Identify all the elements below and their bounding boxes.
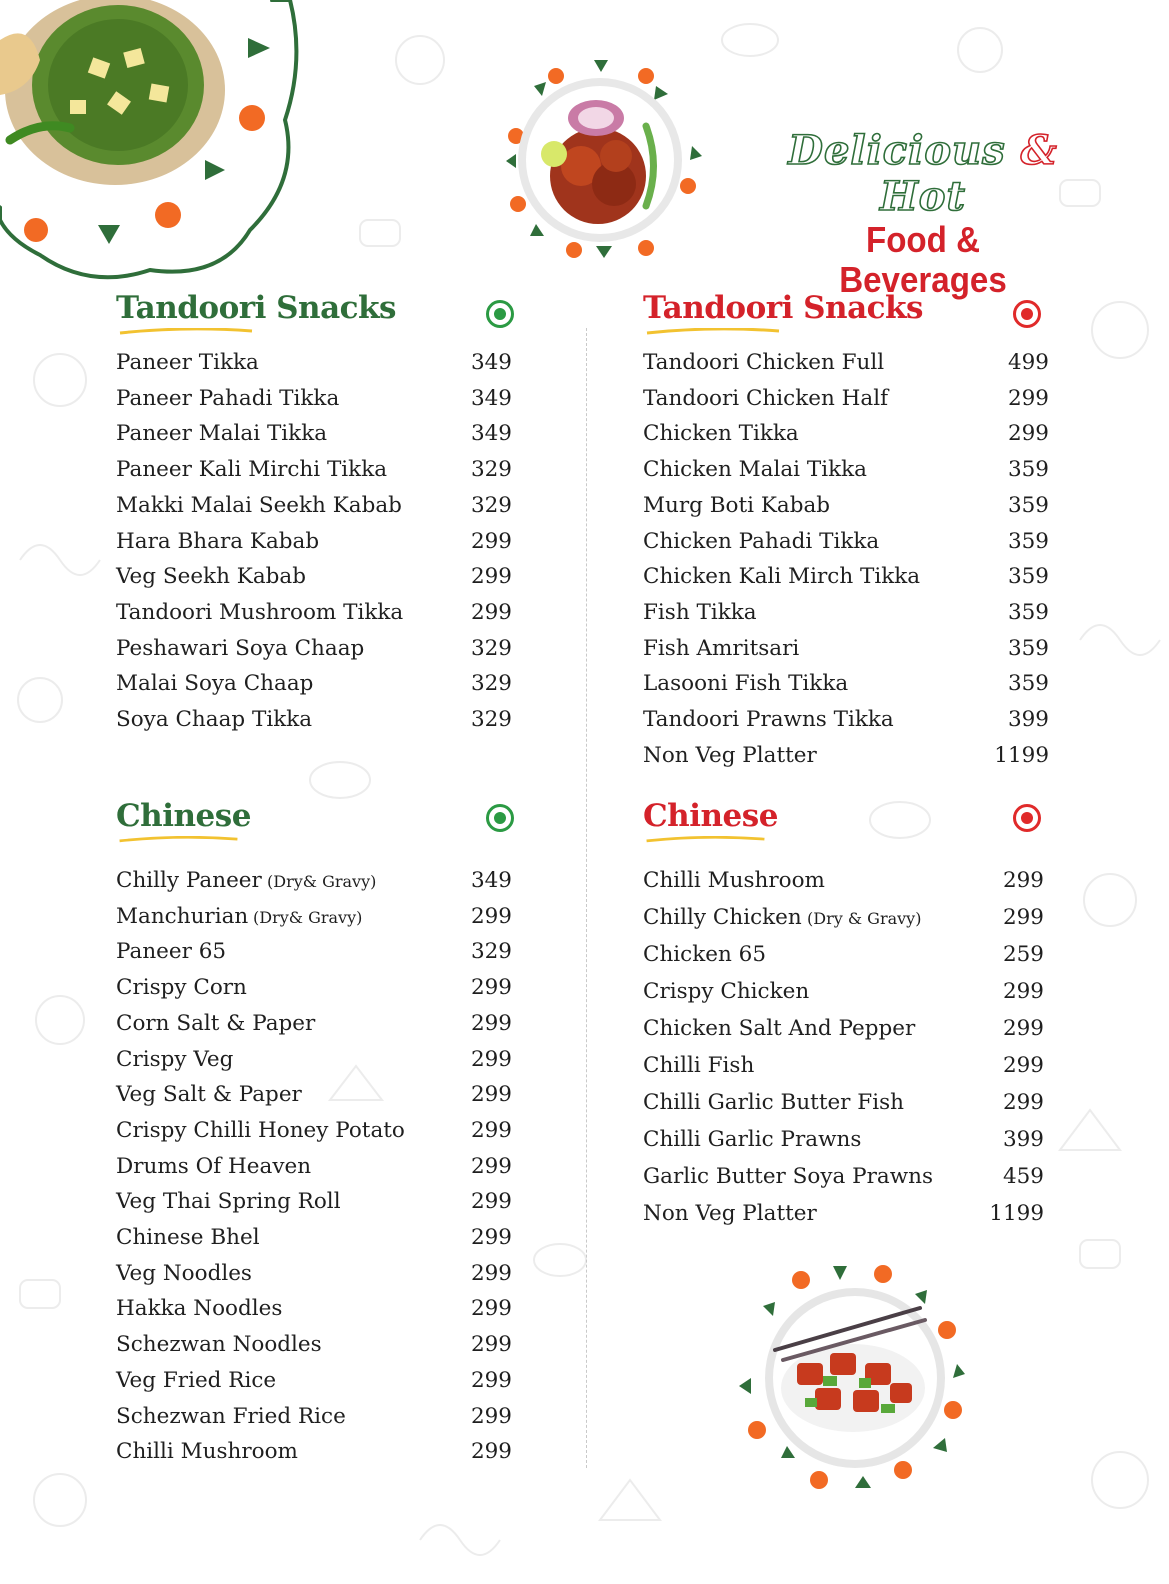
- menu-item-name: Paneer Kali Mirchi Tikka: [116, 457, 388, 483]
- menu-item: [116, 1332, 516, 1368]
- menu-item-price: 299: [470, 1403, 512, 1429]
- palak-paneer-dish-image: [0, 0, 310, 285]
- menu-item: [116, 636, 516, 672]
- menu-item-name: Chicken Salt And Pepper: [643, 1016, 916, 1041]
- brand-title: Food & Beverages: [839, 219, 1007, 300]
- menu-list: [643, 868, 1043, 1238]
- menu-item-name: Veg Fried Rice: [116, 1367, 277, 1393]
- menu-item-price: 299: [470, 1010, 512, 1036]
- menu-item: [643, 457, 1049, 493]
- menu-item-price: 299: [470, 564, 512, 590]
- title-underline: [643, 836, 768, 844]
- menu-item-name: Chicken Tikka: [643, 421, 799, 447]
- menu-item: [116, 564, 516, 600]
- menu-item-name: Paneer Tikka: [116, 350, 259, 375]
- chilli-paneer-dish-image: [735, 1258, 970, 1493]
- menu-item-price: 329: [470, 671, 512, 697]
- section-header: [643, 288, 1043, 350]
- menu-item: [116, 868, 516, 904]
- menu-item: [643, 979, 1043, 1016]
- menu-item-price: 359: [1007, 635, 1049, 661]
- menu-item-note: (Dry& Gravy): [253, 907, 363, 927]
- menu-item: [643, 1201, 1043, 1238]
- menu-item-price: 299: [470, 1225, 512, 1250]
- menu-item-price: 359: [1007, 564, 1049, 590]
- menu-item-price: 329: [470, 939, 512, 965]
- menu-item-name: Chilly Chicken: [643, 905, 802, 930]
- menu-item: [116, 1118, 516, 1154]
- menu-item: [643, 564, 1049, 600]
- menu-item-price: 299: [470, 1260, 512, 1286]
- veg-icon: [486, 300, 514, 328]
- menu-item-name: Tandoori Chicken Half: [643, 385, 889, 411]
- section-nonveg-chinese: [643, 796, 1043, 1238]
- menu-item: [116, 1047, 516, 1083]
- menu-item-price: 459: [1002, 1164, 1044, 1189]
- menu-item-name: Paneer Pahadi Tikka: [116, 385, 340, 411]
- menu-item-note: (Dry& Gravy): [267, 872, 377, 891]
- section-title: Chinese: [643, 798, 778, 834]
- menu-item-price: 299: [1002, 1016, 1044, 1041]
- menu-item: [116, 707, 516, 743]
- menu-item: [643, 1127, 1043, 1164]
- menu-item-name: Veg Seekh Kabab: [116, 564, 306, 590]
- menu-item: [116, 1154, 516, 1190]
- menu-item-price: 299: [1002, 979, 1044, 1004]
- menu-item-name: Non Veg Platter: [643, 742, 817, 768]
- menu-item-name: Corn Salt & Paper: [116, 1010, 316, 1036]
- menu-item-price: 299: [1007, 421, 1049, 447]
- brand-script-line: [768, 128, 1078, 220]
- menu-item-price: 359: [1007, 457, 1049, 483]
- title-underline: [116, 836, 241, 844]
- menu-item: [116, 493, 516, 529]
- veg-icon: [486, 804, 514, 832]
- menu-item-price: 349: [470, 868, 512, 893]
- menu-item-name: Veg Noodles: [116, 1260, 252, 1286]
- menu-item-name: Crispy Corn: [116, 975, 247, 1001]
- menu-item: [116, 1082, 516, 1118]
- menu-item-price: 299: [470, 903, 512, 929]
- menu-item-name: Crispy Veg: [116, 1046, 234, 1072]
- non-veg-icon: [1013, 300, 1041, 328]
- brand-heading: [768, 128, 1078, 300]
- menu-item-price: 399: [1007, 707, 1049, 732]
- menu-item-price: 299: [470, 1367, 512, 1393]
- section-header: [643, 796, 1043, 868]
- title-underline: [643, 328, 783, 336]
- menu-item: [116, 1011, 516, 1047]
- menu-item-name: Crispy Chilli Honey Potato: [116, 1117, 405, 1143]
- menu-list: [643, 350, 1049, 778]
- menu-item-name: Tandoori Mushroom Tikka: [116, 599, 404, 625]
- menu-item: [643, 1090, 1043, 1127]
- non-veg-icon: [1013, 804, 1041, 832]
- menu-item-name: Paneer Malai Tikka: [116, 421, 328, 447]
- menu-item-price: 299: [470, 1332, 512, 1358]
- menu-item: [643, 421, 1049, 457]
- menu-item-price: 349: [470, 421, 512, 447]
- menu-item: [116, 529, 516, 565]
- menu-item-name: Chilli Garlic Prawns: [643, 1127, 862, 1152]
- menu-item-name: Drums Of Heaven: [116, 1153, 312, 1179]
- menu-item-name: Garlic Butter Soya Prawns: [643, 1164, 933, 1189]
- menu-item: [116, 671, 516, 707]
- menu-item: [116, 1225, 516, 1261]
- brand-ampersand: &: [1020, 127, 1058, 174]
- section-title: Tandoori Snacks: [116, 290, 396, 326]
- menu-list: [116, 868, 516, 1475]
- menu-item: [116, 1439, 516, 1475]
- menu-item-name: Chilli Mushroom: [116, 1439, 298, 1465]
- menu-item: [116, 350, 516, 386]
- menu-item-price: 299: [470, 1439, 512, 1465]
- menu-item-price: 299: [1002, 905, 1044, 930]
- menu-item-price: 299: [470, 1046, 512, 1072]
- menu-item: [643, 385, 1049, 422]
- menu-item-name: Malai Soya Chaap: [116, 671, 314, 697]
- section-nonveg-tandoori-snacks: [643, 288, 1049, 778]
- menu-item-name: Schezwan Fried Rice: [116, 1403, 346, 1429]
- menu-item-price: 259: [1002, 942, 1044, 967]
- menu-item: [643, 671, 1049, 707]
- menu-item-name: Murg Boti Kabab: [643, 492, 831, 518]
- menu-item: [643, 492, 1049, 529]
- menu-item-name: Veg Salt & Paper: [116, 1082, 302, 1108]
- menu-item-name: Lasooni Fish Tikka: [643, 671, 849, 697]
- menu-item: [643, 868, 1043, 905]
- menu-item-price: 299: [1002, 1053, 1044, 1078]
- section-header: [116, 796, 516, 868]
- menu-item-price: 359: [1007, 528, 1049, 554]
- menu-item-name: Chicken Malai Tikka: [643, 457, 867, 483]
- menu-item: [116, 975, 516, 1011]
- menu-item-name: Paneer 65: [116, 939, 227, 965]
- menu-item-price: 299: [1002, 1090, 1044, 1115]
- menu-item-price: 299: [470, 1117, 512, 1143]
- menu-item-price: 349: [470, 350, 512, 375]
- section-header: [116, 288, 516, 350]
- menu-item-price: 299: [470, 1082, 512, 1108]
- menu-item: [643, 1053, 1043, 1090]
- menu-item-name: Non Veg Platter: [643, 1201, 817, 1226]
- menu-item: [116, 421, 516, 457]
- menu-item: [116, 386, 516, 422]
- menu-item-price: 359: [1007, 671, 1049, 697]
- menu-item-price: 359: [1007, 599, 1049, 625]
- title-underline: [116, 328, 256, 336]
- menu-item-price: 299: [470, 1153, 512, 1179]
- menu-item-name: Soya Chaap Tikka: [116, 707, 313, 732]
- menu-item-name: Veg Thai Spring Roll: [116, 1189, 341, 1215]
- menu-item-name: Fish Amritsari: [643, 635, 800, 661]
- menu-item-price: 299: [1007, 385, 1049, 411]
- menu-item-price: 299: [1002, 868, 1044, 893]
- section-veg-chinese: [116, 796, 516, 1475]
- menu-item-name: Chilli Mushroom: [643, 868, 825, 893]
- menu-item-name: Tandoori Prawns Tikka: [643, 707, 894, 732]
- menu-item: [116, 457, 516, 493]
- menu-item-price: 359: [1007, 492, 1049, 518]
- menu-item-name: Schezwan Noodles: [116, 1332, 322, 1358]
- menu-item-price: 1199: [994, 742, 1049, 768]
- menu-item-price: 329: [470, 492, 512, 518]
- menu-item: [116, 600, 516, 636]
- menu-item: [643, 350, 1049, 386]
- menu-item: [116, 1296, 516, 1332]
- menu-item-price: 299: [470, 599, 512, 625]
- menu-item-name: Chilli Fish: [643, 1053, 755, 1078]
- menu-item-name: Chicken Kali Mirch Tikka: [643, 564, 921, 590]
- menu-item: [116, 1189, 516, 1225]
- menu-item: [643, 528, 1049, 565]
- section-title: Chinese: [116, 798, 251, 834]
- menu-item: [643, 905, 1043, 942]
- menu-item-price: 299: [470, 528, 512, 554]
- menu-item: [643, 1164, 1043, 1201]
- menu-item-price: 329: [470, 707, 512, 732]
- menu-item-price: 499: [1007, 350, 1049, 375]
- menu-item-name: Fish Tikka: [643, 599, 757, 625]
- menu-item-name: Tandoori Chicken Full: [643, 350, 885, 375]
- menu-item-price: 329: [470, 457, 512, 483]
- menu-item-price: 349: [470, 385, 512, 411]
- menu-item: [116, 939, 516, 975]
- menu-item-note: (Dry & Gravy): [807, 909, 922, 928]
- menu-item-price: 299: [470, 1296, 512, 1322]
- menu-item: [643, 742, 1049, 779]
- menu-list: [116, 350, 516, 743]
- menu-item: [116, 1404, 516, 1440]
- menu-item-name: Hara Bhara Kabab: [116, 528, 320, 554]
- menu-item: [643, 599, 1049, 636]
- brand-word-delicious: Delicious: [788, 127, 1006, 174]
- menu-item: [116, 904, 516, 940]
- menu-item: [643, 1016, 1043, 1053]
- menu-item: [643, 942, 1043, 979]
- section-veg-tandoori-snacks: [116, 288, 516, 743]
- column-divider: [586, 328, 587, 1468]
- menu-item-name: Crispy Chicken: [643, 979, 810, 1004]
- menu-item-price: 299: [470, 1189, 512, 1215]
- menu-item: [643, 635, 1049, 672]
- menu-item-name: Chilli Garlic Butter Fish: [643, 1090, 904, 1115]
- menu-item-price: 399: [1002, 1127, 1044, 1152]
- menu-item-name: Manchurian: [116, 903, 249, 929]
- section-title: Tandoori Snacks: [643, 290, 923, 326]
- menu-item-price: 299: [470, 975, 512, 1001]
- menu-item: [116, 1368, 516, 1404]
- brand-word-hot: Hot: [880, 173, 966, 220]
- menu-item-name: Peshawari Soya Chaap: [116, 635, 365, 661]
- menu-item-name: Chicken Pahadi Tikka: [643, 528, 880, 554]
- tandoori-chicken-dish-image: [496, 56, 706, 266]
- menu-item-price: 1199: [989, 1201, 1044, 1226]
- menu-item-name: Chinese Bhel: [116, 1225, 260, 1250]
- menu-item-name: Chicken 65: [643, 942, 767, 967]
- menu-item-name: Makki Malai Seekh Kabab: [116, 492, 402, 518]
- menu-item: [116, 1261, 516, 1297]
- menu-item: [643, 707, 1049, 743]
- menu-item-name: Chilly Paneer: [116, 868, 262, 893]
- menu-item-price: 329: [470, 635, 512, 661]
- menu-item-name: Hakka Noodles: [116, 1296, 283, 1322]
